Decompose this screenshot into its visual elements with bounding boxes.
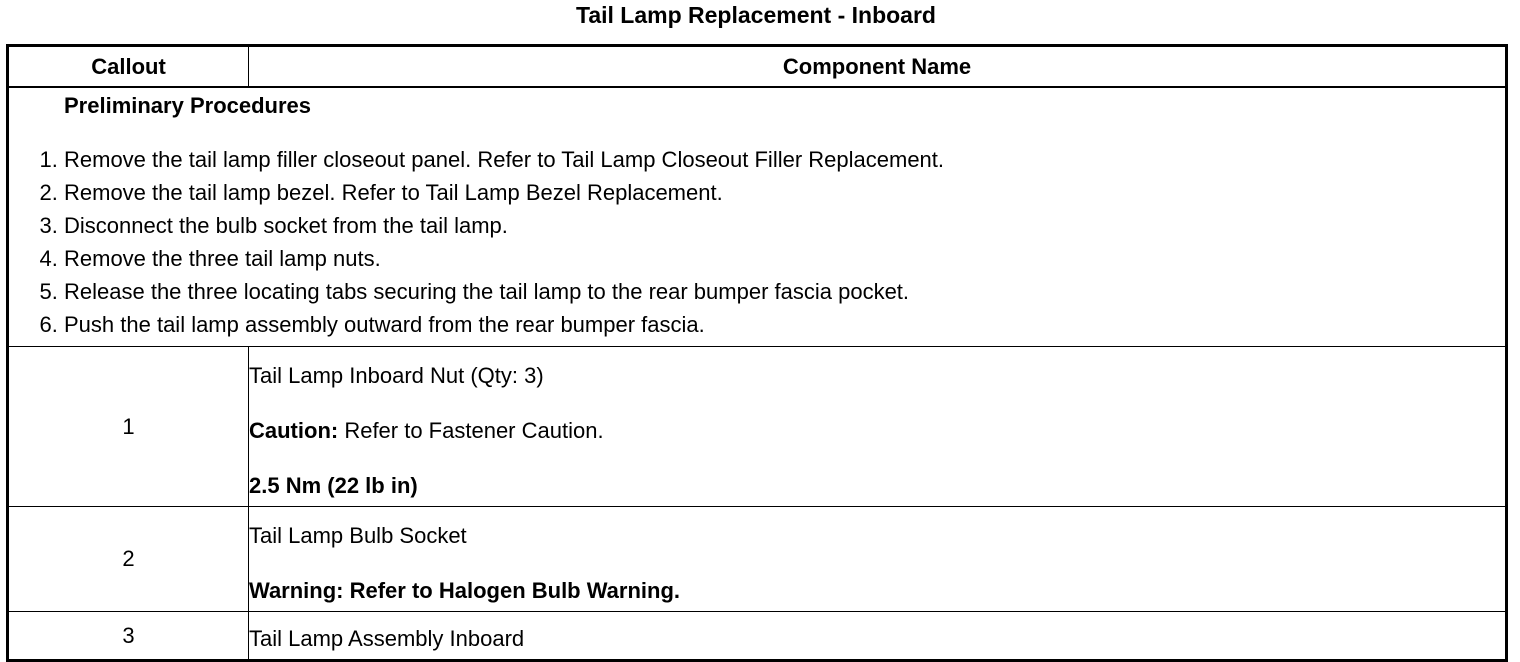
table-row [8, 347, 1507, 507]
caution-note [249, 418, 1505, 444]
caution-text: Refer to Fastener Caution. [338, 418, 604, 443]
preliminary-step: 5. Release the three locating tabs securing the tail lamp to the rear bumper fascia pocket. [64, 275, 1505, 308]
component-name: Tail Lamp Assembly Inboard [249, 626, 525, 651]
preliminary-step: 6. Push the tail lamp assembly outward from the rear bumper fascia. [64, 308, 1505, 341]
callout-column-header: Callout [8, 46, 249, 88]
component-cell [249, 347, 1507, 507]
table-row [8, 507, 1507, 612]
preliminary-step: 1. Remove the tail lamp filler closeout panel. Refer to Tail Lamp Closeout Filler Replacement. [64, 143, 1505, 176]
component-name: Tail Lamp Bulb Socket [249, 522, 467, 548]
component-name-column-header: Component Name [249, 46, 1507, 88]
preliminary-step: 4. Remove the three tail lamp nuts. [64, 242, 1505, 275]
component-name: Tail Lamp Inboard Nut (Qty: 3) [249, 363, 544, 388]
component-cell [249, 507, 1507, 612]
preliminary-procedures-row [8, 87, 1507, 347]
torque-spec: 2.5 Nm (22 lb in) [249, 473, 418, 498]
preliminary-step: 2. Remove the tail lamp bezel. Refer to Tail Lamp Bezel Replacement. [64, 176, 1505, 209]
preliminary-procedures-cell [8, 87, 1507, 347]
caution-label: Caution: [249, 418, 339, 443]
preliminary-steps-list [9, 143, 1505, 341]
preliminary-step: 3. Disconnect the bulb socket from the tail lamp. [64, 209, 1505, 242]
procedure-table [6, 44, 1508, 662]
callout-number: 2 [8, 507, 249, 612]
component-cell [249, 612, 1507, 661]
table-row [8, 612, 1507, 661]
warning-note: Warning: Refer to Halogen Bulb Warning. [249, 577, 681, 603]
callout-number: 1 [8, 347, 249, 507]
preliminary-procedures-heading: Preliminary Procedures [64, 93, 312, 118]
document-title: Tail Lamp Replacement - Inboard [576, 2, 936, 28]
callout-number: 3 [8, 612, 249, 661]
table-header-row [8, 46, 1507, 88]
